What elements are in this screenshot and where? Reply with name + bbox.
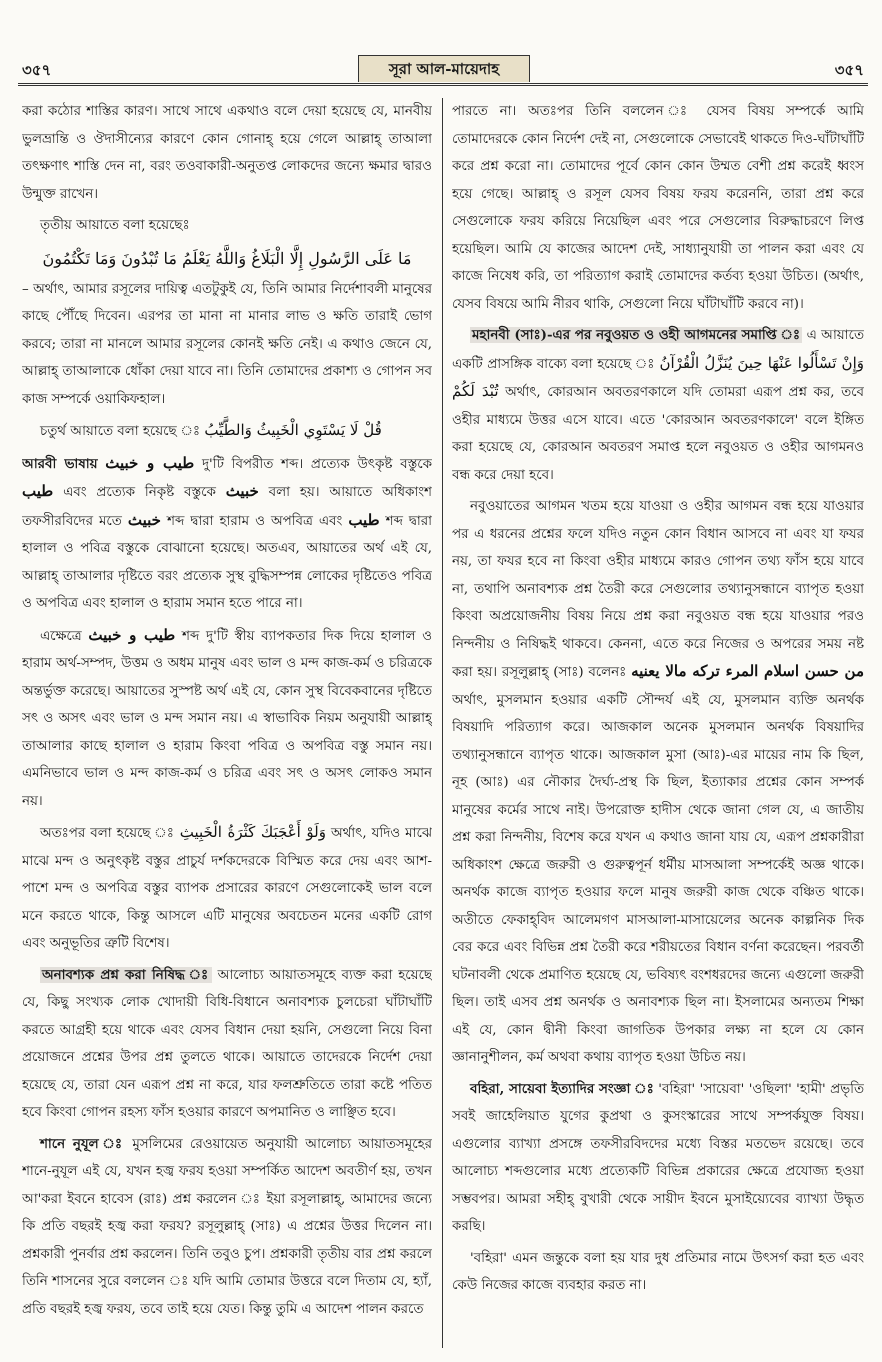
text: এ আয়াতে একটি প্রাসঙ্গিক বাক্যে বলা হয়েছে ঃ <box>452 328 864 372</box>
paragraph: পারতে না। অতঃপর তিনি বললেন ঃ যেসব বিষয় সম্পর্কে আমি তোমাদেরকে কোন নির্দেশ দেই না, সেগুলোকে সেভাবেই থাকতে দিও-ঘাঁটাঘাঁটি করে প্রশ্ন করো না। তোমাদের পূর্বে কোন কোন উম্মত বেশী প্রশ্ন করেই ধ্বংস হয়ে গেছে। আল্লাহ্‌ ও রসূল যেসব বিষয় ফরয করেননি, তারা প্রশ্ন করে সেগুলোকে ফরয করিয়ে নিয়েছিল এবং পরে সেগুলোর বিরুদ্ধাচরণে লিপ্ত হয়েছিল। আমি যে কাজের আদেশ দেই, সাধ্যানুযায়ী তা পালন করা এবং যে কাজে নিষেধ করি, তা পরিত্যাগ করাই তোমাদের কর্তব্য হওয়া উচিত। (অর্থাৎ, যেসব বিষয়ে আমি নীরব থাকি, সেগুলো নিয়ে ঘাঁটাঘাঁটি করবে না)। <box>452 104 864 312</box>
arabic-word: خبيث <box>127 510 161 529</box>
paragraph <box>22 417 432 446</box>
text: অতঃপর বলা হয়েছে ঃ <box>40 826 175 841</box>
text: শব্দ দু'টি স্বীয় ব্যাপকতার দিক দিয়ে হালাল ও হারাম অর্থ-সম্পদ, উত্তম ও অধম মানুষ এবং ভাল ও মন্দ কাজ-কর্ম ও চরিত্রকে অন্তর্ভুক্ত করেছে। আয়াতের সুস্পষ্ট অর্থ এই যে, কোন সুস্থ বিবেকবানের দৃষ্টিতে সৎ ও অসৎ এবং ভাল ও মন্দ সমান নয়। এ স্বাভাবিক নিয়ম অনুযায়ী আল্লাহ্‌ তাআলার কাছে হালাল ও হারাম কিংবা পবিত্র ও অপবিত্র বস্তু সমান নয়। এমনিভাবে ভাল ও মন্দ কাজ-কর্ম ও চরিত্র এবং সৎ ও অসৎ লোকও সমান নয়। <box>22 628 432 809</box>
text: অর্থাৎ, যদিও মাঝে মাঝে মন্দ ও অনুৎকৃষ্ট বস্তুর প্রাচুর্য দর্শকদেরকে বিস্মিত করে দেয় এবং আশ-পাশে মন্দ ও অপবিত্র বস্তুর ব্যাপক প্রসারের কারণে সেগুলোকেই ভাল বলে মনে করতে থাকে, কিন্তু আসলে এটি মানুষের অবচেতন মনের একটি রোগ এবং অনুভূতির ত্রুটি বিশেষ। <box>22 826 432 951</box>
text: অর্থাৎ, কোরআন অবতরণকালে যদি তোমরা এরূপ প্রশ্ন কর, তবে ওহীর মাধ্যমে উত্তর এসে যাবে। এতে 'কোরআন অবতরণকালে' বলে ইঙ্গিত করা হয়েছে যে, কোরআন অবতরণ সমাপ্ত হলে নবুওয়ত ও ওহীর আগমনও বন্ধ করে দেয়া হবে। <box>452 385 864 483</box>
arabic-verse: وَلَوْ أَعْجَبَكَ كَثْرَةُ الْخَبِيثِ <box>179 823 326 841</box>
paragraph: করা কঠোর শাস্তির কারণ। সাথে সাথে একথাও বলে দেয়া হয়েছে যে, মানবীয় ভুলভ্রান্তি ও ঔদাসীন্যের কারণে কোন গোনাহ্‌ হয়ে গেলে আল্লাহ্‌ তাআলা তৎক্ষণাৎ শাস্তি দেন না, বরং তওবাকারী-অনুতপ্ত লোকদের জন্যে ক্ষমার দ্বারও উন্মুক্ত রাখেন। <box>22 104 432 202</box>
text: শব্দ দ্বারা হালাল ও পবিত্র বস্তুকে বোঝানো হয়েছে। অতএব, আয়াতের অর্থ এই যে, আল্লাহ্‌ তাআলার দৃষ্টিতে বরং প্রত্যেক সুস্থ বুদ্ধিসম্পন্ন লোকের দৃষ্টিতেও পবিত্র ও অপবিত্র এবং হালাল ও হারাম সমান হতে পারে না। <box>22 513 432 611</box>
arabic-verse: مَا عَلَى الرَّسُولِ إِلَّا الْبَلَاغُ وَاللَّهُ يَعْلَمُ مَا تُبْدُونَ وَمَا تَكْتُمُونَ <box>42 248 412 268</box>
paragraph <box>452 1076 864 1241</box>
paragraph <box>22 622 432 816</box>
arabic-hadith: من حسن اسلام المرء تركه مالا يعنيه <box>631 662 864 680</box>
paragraph <box>22 1131 432 1324</box>
text: এবং প্রত্যেক নিকৃষ্ট বস্তুকে <box>63 485 216 500</box>
paragraph <box>22 962 432 1127</box>
text: শব্দ দ্বারা হারাম ও অপবিত্র এবং <box>167 513 343 529</box>
section-heading: অনাবশ্যক প্রশ্ন করা নিষিদ্ধ ঃ <box>42 966 210 983</box>
page-header <box>18 55 868 86</box>
section-heading: শানে নুযূল ঃ <box>40 1135 126 1152</box>
right-column <box>452 98 864 1343</box>
arabic-word: خبيث <box>225 482 259 500</box>
arabic-verse: وَإِنْ تَسْأَلُوا عَنْهَا حِينَ يُنَزَّلُ الْقُرْآنُ تُبْدَ لَكُمْ <box>452 353 864 400</box>
text: অর্থাৎ, মুসলমান হওয়ার একটি সৌন্দর্য এই যে, মুসলমান ব্যক্তি অনর্থক বিষয়াদি পরিত্যাগ করে। আজকাল অনেক মুসলমান অনর্থক বিষয়াদির তথ্যানুসন্ধানে ব্যাপৃত থাকে। আজকাল মুসা (আঃ)-এর মায়ের নাম কি ছিল, নূহ (আঃ) এর নৌকার দৈর্ঘ্য-প্রস্থ কি ছিল, ইত্যাকার প্রশ্নের কোন সম্পর্ক মানুষের কর্মের সাথে নাই। উপরোক্ত হাদীস থেকে জানা গেল যে, এ জাতীয় প্রশ্ন করা নিন্দনীয়, বিশেষ করে যখন এ কথাও জানা যায় যে, এরূপ প্রশ্নকারীরা অধিকাংশ ক্ষেত্রে জরুরী ও গুরুত্বপূর্ন ধর্মীয় মাসআলা সম্পর্কেই অজ্ঞ থাকে। অনর্থক কাজে ব্যাপৃত হওয়ার ফলে মানুষ জরুরী কাজ থেকে বঞ্চিত থাকে। অতীতে ফেকাহ্‌বিদ আলেমগণ মাসআলা-মাসায়েলের অনেক কাল্পনিক দিক বের করে এবং বিভিন্ন প্রশ্ন তৈরী করে শরীয়তের বিধান বর্ণনা করেছেন। পরবর্তী ঘটনাবলী থেকে প্রমাণিত হয়েছে যে, ভবিষ্যৎ বংশধরদের জন্যে এগুলো জরুরী ছিল। তাই এসব প্রশ্ন অনর্থক ও অনাবশ্যক ছিল না। ইসলামের অন্যতম শিক্ষা এই যে, কোন দ্বীনী কিংবা জাগতিক উপকার লক্ষ্য না হলে যে কোন জ্ঞানানুশীলন, কর্ম অথবা কথায় ব্যাপৃত হওয়া উচিত নয়। <box>452 692 864 1065</box>
arabic-word: طيب <box>348 510 380 529</box>
left-column <box>22 98 432 1343</box>
page-number-right: ৩৫৭ <box>834 61 864 79</box>
paragraph <box>22 819 432 958</box>
paragraph <box>452 322 864 489</box>
section-heading: বহিরা, সায়েবা ইত্যাদির সংজ্ঞা ঃ <box>470 1080 654 1097</box>
paragraph: 'বহিরা' এমন জন্তুকে বলা হয় যার দুধ প্রতিমার নামে উৎসর্গ করা হত এবং কেউ নিজের কাজে ব্যবহার করত না। <box>452 1250 864 1293</box>
arabic-word: طيب و خبيث <box>105 453 195 472</box>
text: নবুওয়াতের আগমন খতম হয়ে যাওয়া ও ওহীর আগমন বন্ধ হয়ে যাওয়ার পর এ ধরনের প্রশ্নের ফলে যদিও নতুন কোন বিধান আসবে না এবং যা ফযর নয়, তা ফযর হবে না কিংবা ওহীর মাধ্যমে কারও গোপন তথ্য ফাঁস হয়ে যাবে না, তথাপি অনাবশ্যক প্রশ্ন তৈরী করে সেগুলোর তথ্যানুসন্ধানে ব্যাপৃত হওয়া কিংবা অপ্রয়োজনীয় বিষয় নিয়ে প্রশ্ন করা নবুওয়ত বন্ধ হয়ে যাওয়ার পরও নিন্দনীয় ও নিষিদ্ধই থাকবে। কেননা, এতে করে নিজের ও অপরের সময় নষ্ট করা হয়। রসূলুল্লাহ্‌ (সাঃ) বলেনঃ <box>452 499 864 680</box>
paragraph <box>452 493 864 1072</box>
paragraph: তৃতীয় আয়াতে বলা হয়েছেঃ <box>40 218 190 233</box>
text: এক্ষেত্রে <box>40 628 82 644</box>
section-heading: মহানবী (সাঃ)-এর পর নবুওয়ত ও ওহী আগমনের সমাপ্তি ঃ <box>472 327 801 343</box>
paragraph: – অর্থাৎ, আমার রসূলের দায়িত্ব এতটুকুই যে, তিনি আমার নির্দেশাবলী মানুষের কাছে পৌঁছে দিবেন। এরপর তা মানা না মানার লাভ ও ক্ষতি তারাই ভোগ করবে; তারা না মানলে আমার রসূলের কোনই ক্ষতি নেই। এ কথাও জেনে যে, আল্লাহ্‌ তাআলাকে ধোঁকা দেয়া যাবে না। তিনি তোমাদের প্রকাশ্য ও গোপন সব কাজ সম্পর্কে ওয়াকিফহাল। <box>22 281 432 407</box>
column-divider <box>442 98 443 1348</box>
arabic-word: طيب <box>22 482 54 500</box>
arabic-word: طيب و خبيث <box>88 625 176 644</box>
arabic-verse: قُلْ لَا يَسْتَوِي الْخَبِيثُ وَالطَّيِّبُ <box>204 421 382 439</box>
paragraph <box>22 450 432 618</box>
text: আরবী ভাষায় <box>22 455 98 472</box>
page-number-left: ৩৫৭ <box>22 61 52 79</box>
text: 'বহিরা' 'সায়েবা' 'ওছিলা' 'হামী' প্রভৃতি সবই জাহেলিয়াত যুগের কুপ্রথা ও কুসংস্কারের সাথে সম্পর্কযুক্ত বিষয়। এগুলোর ব্যাখ্যা প্রসঙ্গে তফসীরবিদদের মধ্যে বিস্তর মতভেদ রয়েছে। তবে আলোচ্য শব্দগুলোর মধ্যে প্রত্যেকটি বিভিন্ন প্রকারের ক্ষেত্রে প্রযোজ্য হওয়া সম্ভবপর। আমরা সহীহ্‌ বুখারী থেকে সায়ীদ ইবনে মুসাইয়্যেবের ব্যাখ্যা উদ্ধৃত করছি। <box>452 1081 864 1234</box>
text: চতুর্থ আয়াতে বলা হয়েছে ঃ <box>40 424 201 439</box>
surah-title: সূরা আল-মায়েদাহ <box>358 55 530 82</box>
text: বলা হয়। আয়াতে অধিকাংশ তফসীরবিদের মতে <box>22 485 432 529</box>
text: আলোচ্য আয়াতসমূহে ব্যক্ত করা হয়েছে যে, কিছু সংখ্যক লোক খোদায়ী বিধি-বিধানে অনাবশ্যক চুলচেরা ঘাঁটাঘাঁটি করতে আগ্রহী হয়ে থাকে এবং যেসব বিধান দেয়া হয়নি, সেগুলো নিয়ে বিনা প্রয়োজনে প্রশ্নের উপর প্রশ্ন তুলতে থাকে। আয়াতে তাদেরকে নির্দেশ দেয়া হয়েছে যে, তারা যেন এরূপ প্রশ্ন না করে, যার ফলশ্রুতিতে তারা কষ্টে পতিত হবে কিংবা গোপন রহস্য ফাঁস হওয়ার কারণে অপমানিত ও লাঞ্ছিত হবে। <box>22 967 432 1120</box>
text: মুসলিমের রেওয়ায়েত অনুযায়ী আলোচ্য আয়াতসমূহের শানে-নুযূল এই যে, যখন হজ্ব ফরয হওয়া সম্পর্কিত আদেশ অবতীর্ণ হয়, তখন আ'করা ইবনে হাবেস (রাঃ) প্রশ্ন করলেন ঃ ইয়া রসূলাল্লাহ্‌, আমাদের জন্যে কি প্রতি বছরই হজ্ব করা ফরয? রসূলুল্লাহ্‌ (সাঃ) এ প্রশ্নের উত্তর দিলেন না। প্রশ্নকারী পুনর্বার প্রশ্ন করলেন। তিনি তবুও চুপ। প্রশ্নকারী তৃতীয় বার প্রশ্ন করলে তিনি শাসনের সুরে বললেন ঃ যদি আমি তোমার উত্তরে বলে দিতাম যে, হ্যাঁ, প্রতি বছরই হজ্ব ফরয, তবে তাই হয়ে যেত। কিন্তু তুমি এ আদেশ পালন করতে <box>22 1136 432 1317</box>
text: দু'টি বিপরীত শব্দ। প্রত্যেক উৎকৃষ্ট বস্তুকে <box>202 456 432 472</box>
